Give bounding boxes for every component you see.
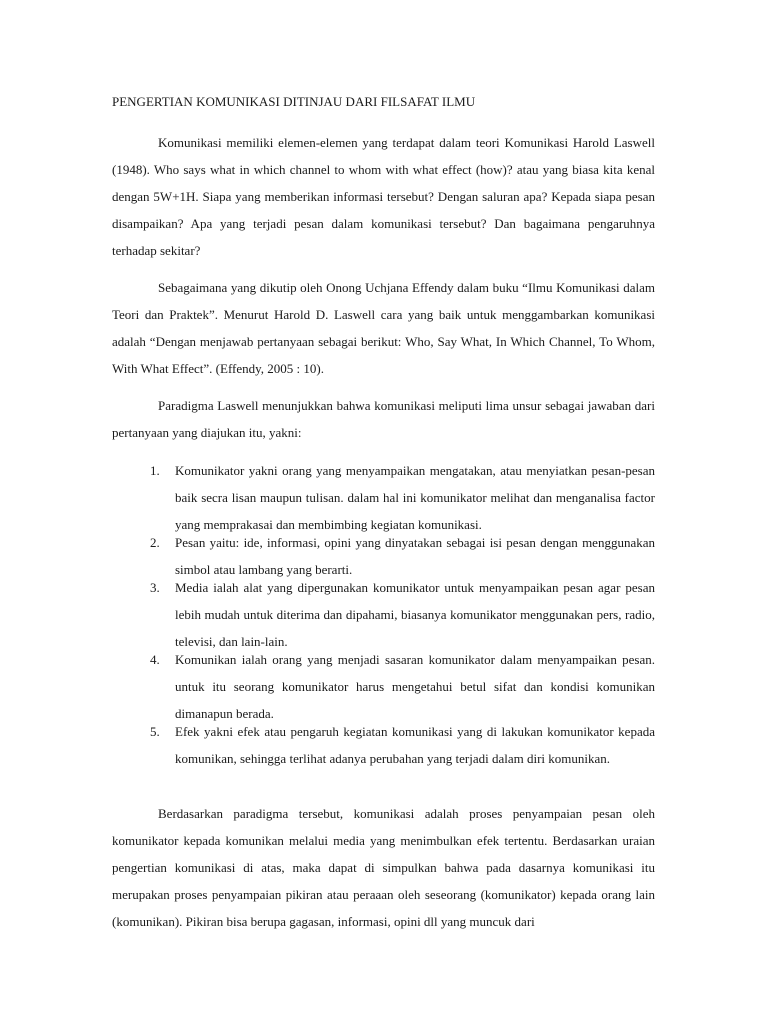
list-item-media (150, 574, 655, 655)
list-number: 4. (150, 652, 160, 667)
paragraph-paradigm-intro: Paradigma Laswell menunjukkan bahwa komunikasi meliputi lima unsur sebagai jawaban dari pertanyaan yang diajukan itu, yakni: (112, 398, 655, 440)
document-title: PENGERTIAN KOMUNIKASI DITINJAU DARI FILSAFAT ILMU (112, 94, 476, 109)
paragraph-laswell-elements: Komunikasi memiliki elemen-elemen yang terdapat dalam teori Komunikasi Harold Laswell (1948). Who says what in which channel to whom with what effect (how)? atau yang biasa kita kenal dengan 5W+1H. Siapa yang memberikan informasi tersebut? Dengan saluran apa? Kepada siapa pesan disampaikan? Apa yang terjadi pesan dalam komunikasi tersebut? Dan bagaimana pengaruhnya terhadap sekitar? (112, 135, 655, 258)
list-item-text: Pesan yaitu: ide, informasi, opini yang dinyatakan sebagai isi pesan dengan menggunakan simbol atau lambang yang berarti. (175, 535, 655, 577)
list-item-efek (150, 718, 655, 772)
list-number: 2. (150, 535, 160, 550)
list-item-komunikan (150, 646, 655, 727)
list-number: 3. (150, 580, 160, 595)
list-item-text: Komunikator yakni orang yang menyampaikan mengatakan, atau menyiatkan pesan-pesan baik secra lisan maupun tulisan. dalam hal ini komunikator melihat dan menganalisa factor yang memprakasai dan membimbing kegiatan komunikasi. (175, 463, 655, 532)
paragraph-conclusion: Berdasarkan paradigma tersebut, komunikasi adalah proses penyampaian pesan oleh komunikator kepada komunikan melalui media yang menimbulkan efek tertentu. Berdasarkan uraian pengertian komunikasi di atas, maka dapat di simpulkan bahwa pada dasarnya komunikasi itu merupakan proses penyampaian pikiran atau peraaan oleh seseorang (komunikator) kepada orang lain (komunikan). Pikiran bisa berupa gagasan, informasi, opini dll yang muncuk dari (112, 806, 655, 929)
paragraph-effendy-quote: Sebagaimana yang dikutip oleh Onong Uchjana Effendy dalam buku “Ilmu Komunikasi dalam Teori dan Praktek”. Menurut Harold D. Laswell cara yang baik untuk menggambarkan komunikasi adalah “Dengan menjawab pertanyaan sebagai berikut: Who, Say What, In Which Channel, To Whom, With What Effect”. (Effendy, 2005 : 10). (112, 280, 655, 376)
list-item-komunikator (150, 457, 655, 538)
list-item-text: Komunikan ialah orang yang menjadi sasaran komunikator dalam menyampaikan pesan. untuk itu seorang komunikator harus mengetahui betul sifat dan kondisi komunikan dimanapun berada. (175, 652, 655, 721)
list-item-text: Media ialah alat yang dipergunakan komunikator untuk menyampaikan pesan agar pesan lebih mudah untuk diterima dan dipahami, biasanya komunikator menggunakan pers, radio, televisi, dan lain-lain. (175, 580, 655, 649)
list-number: 1. (150, 463, 160, 478)
communication-elements-list (150, 457, 655, 772)
list-number: 5. (150, 724, 160, 739)
list-item-text: Efek yakni efek atau pengaruh kegiatan komunikasi yang di lakukan komunikator kepada komunikan, sehingga terlihat adanya perubahan yang terjadi dalam diri komunikan. (175, 724, 655, 766)
